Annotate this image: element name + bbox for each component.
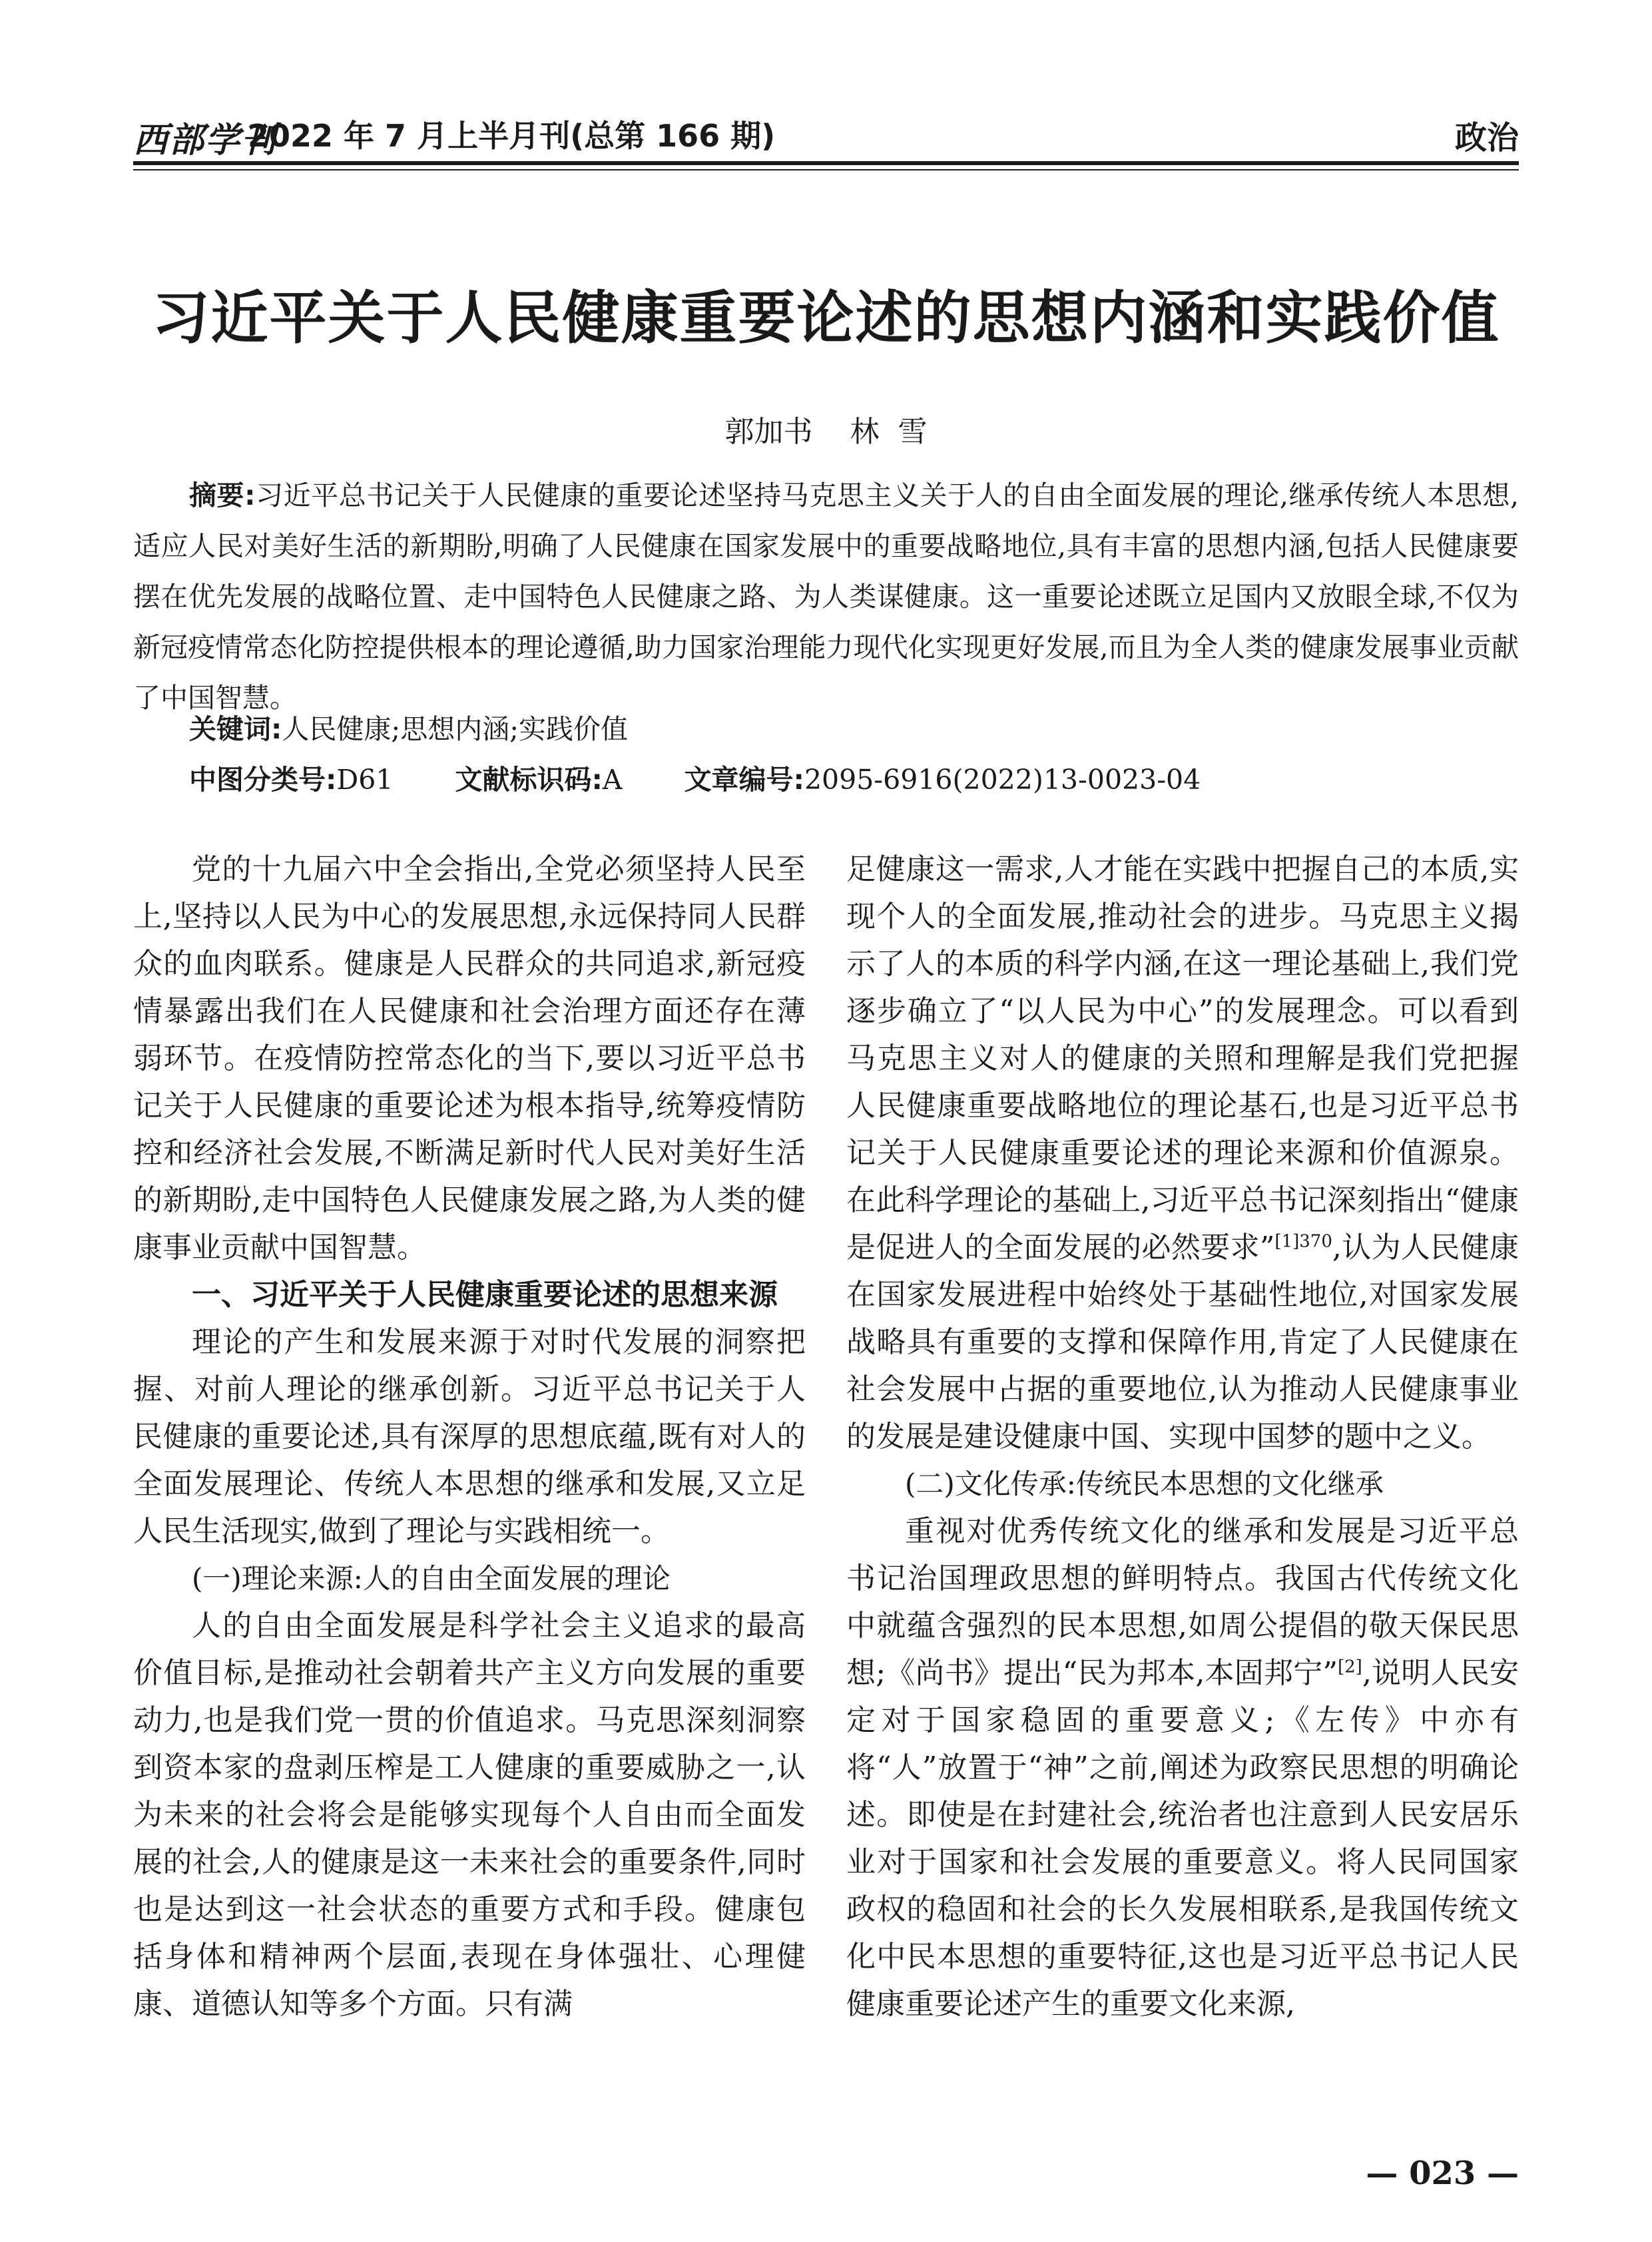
abstract-text: 习近平总书记关于人民健康的重要论述坚持马克思主义关于人的自由全面发展的理论,继承传统人本思想,适应人民对美好生活的新期盼,明确了人民健康在国家发展中的重要战略地位,具有丰富的思想内涵,包括人民健康要摆在优先发展的战略位置、走中国特色人民健康之路、为人类谋健康。这一重要论述既立足国内又放眼全球,不仅为新冠疫情常态化防控提供根本的理论遵循,助力国家治理能力现代化实现更好发展,而且为全人类的健康发展事业贡献了中国智慧。 [133, 479, 1519, 714]
paragraph: 理论的产生和发展来源于对时代发展的洞察把握、对前人理论的继承创新。习近平总书记关于人民健康的重要论述,具有深厚的思想底蕴,既有对人的全面发展理论、传统人本思想的继承和发展,又立足人民生活现实,做到了理论与实践相统一。 [133, 1325, 806, 1548]
issue-info: 2022 年 7 月上半月刊(总第 166 期) [248, 118, 776, 154]
section-heading-1: 一、习近平关于人民健康重要论述的思想来源 [192, 1278, 778, 1312]
paragraph-continued [846, 846, 1519, 1460]
citation-ref-1: [1]370 [1274, 1231, 1332, 1252]
text-run: 重视对优秀传统文化的继承和发展是习近平总书记治国理政思想的鲜明特点。我国古代传统文化中就蕴含强烈的民本思想,如周公提倡的敬天保民思想;《尚书》提出“民为邦本,本固邦宁” [846, 1514, 1519, 1690]
keywords [189, 707, 628, 746]
text-run: ,认为人民健康在国家发展进程中始终处于基础性地位,对国家发展战略具有重要的支撑和保障作用,肯定了人民健康在社会发展中占据的重要地位,认为推动人民健康事业的发展是建设健康中国、实现中国梦的题中之义。 [846, 1231, 1519, 1454]
keywords-text: 人民健康;思想内涵;实践价值 [282, 713, 629, 745]
paragraph [846, 1508, 1519, 2028]
abstract-label: 摘要: [189, 479, 256, 511]
keywords-label: 关键词: [189, 713, 282, 745]
paragraph: 党的十九届六中全会指出,全党必须坚持人民至上,坚持以人民为中心的发展思想,永远保持同人民群众的血肉联系。健康是人民群众的共同追求,新冠疫情暴露出我们在人民健康和社会治理方面还存在薄弱环节。在疫情防控常态化的当下,要以习近平总书记关于人民健康的重要论述为根本指导,统筹疫情防控和经济社会发展,不断满足新时代人民对美好生活的新期盼,走中国特色人民健康发展之路,为人类的健康事业贡献中国智慧。 [133, 852, 806, 1264]
classification-line [189, 758, 1388, 797]
subsection-heading-1: (一)理论来源:人的自由全面发展的理论 [192, 1562, 671, 1595]
doc-code-label: 文献标识码: [455, 764, 603, 796]
text-run: 足健康这一需求,人才能在实践中把握自己的本质,实现个人的全面发展,推动社会的进步。马克思主义揭示了人的本质的科学内涵,在这一理论基础上,我们党逐步确立了“以人民为中心”的发展理念。可以看到马克思主义对人的健康的关照和理解是我们党把握人民健康重要战略地位的理论基石,也是习近平总书记关于人民健康重要论述的理论来源和价值源泉。在此科学理论的基础上,习近平总书记深刻指出“健康是促进人的全面发展的必然要求” [846, 852, 1519, 1264]
header-rule-thin [133, 169, 1519, 170]
journal-logo: 西部学刊 [133, 120, 278, 160]
section-name: 政治 [1454, 119, 1519, 156]
article-title: 习近平关于人民健康重要论述的思想内涵和实践价值 [152, 285, 1500, 352]
subsection-heading-2: (二)文化传承:传统民本思想的文化继承 [905, 1468, 1384, 1500]
body-column-right [846, 846, 1519, 2028]
text-run: ,说明人民安定对于国家稳固的重要意义;《左传》中亦有将“人”放置于“神”之前,阐述为政察民思想的明确论述。即使是在封建社会,统治者也注意到人民安居乐业对于国家和社会发展的重要意义。将人民同国家政权的稳固和社会的长久发展相联系,是我国传统文化中民本思想的重要特征,这也是习近平总书记人民健康重要论述产生的重要文化来源, [846, 1656, 1519, 2021]
doc-code-value: A [602, 764, 623, 796]
clc-value: D61 [336, 764, 394, 796]
article-number-label: 文章编号: [684, 764, 804, 796]
paragraph: 人的自由全面发展是科学社会主义追求的最高价值目标,是推动社会朝着共产主义方向发展的重要动力,也是我们党一贯的价值追求。马克思深刻洞察到资本家的盘剥压榨是工人健康的重要威胁之一,认为未来的社会将会是能够实现每个人自由而全面发展的社会,人的健康是这一未来社会的重要条件,同时也是达到这一社会状态的重要方式和手段。健康包括身体和精神两个层面,表现在身体强壮、心理健康、道德认知等多个方面。只有满 [133, 1609, 806, 2021]
clc-label: 中图分类号: [189, 764, 337, 796]
authors: 郭加书 林 雪 [724, 415, 928, 449]
citation-ref-2: [2] [1337, 1657, 1362, 1677]
page-number: — 023 — [1366, 2155, 1519, 2192]
article-number-value: 2095-6916(2022)13-0023-04 [804, 764, 1201, 796]
abstract [133, 470, 1519, 723]
body-column-left [133, 846, 806, 2028]
header-rule-thick [133, 161, 1519, 165]
